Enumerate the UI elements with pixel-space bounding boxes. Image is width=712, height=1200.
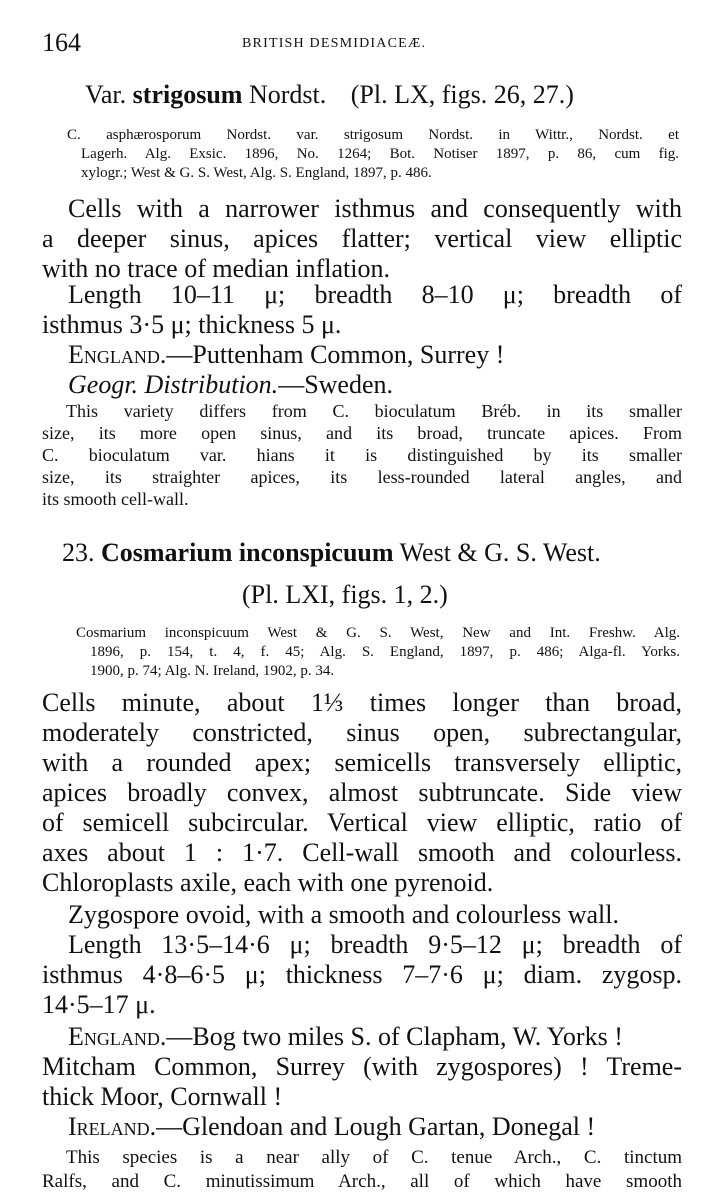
- species-references: [76, 624, 680, 681]
- species-england-localities: [42, 1022, 682, 1112]
- text-line: isthmus 4·8–6·5 μ; thickness 7–7·6 μ; diam. zygosp.: [42, 960, 682, 989]
- species-note: [42, 1146, 682, 1194]
- locality-text: —Puttenham Common, Surrey !: [166, 340, 505, 369]
- text-line: moderately constricted, sinus open, subrectangular,: [42, 718, 682, 747]
- species-name: Cosmarium inconspicuum: [101, 538, 394, 567]
- variety-prefix: Var.: [85, 80, 127, 109]
- variety-name: strigosum: [132, 80, 243, 109]
- running-head: BRITISH DESMIDIACEÆ.: [242, 36, 427, 51]
- text-line: 14·5–17 μ.: [42, 990, 156, 1019]
- page-number: 164: [42, 28, 81, 57]
- variety-measurements: [42, 280, 682, 340]
- note-line: size, its straighter apices, its less-rounded lateral angles, and: [42, 467, 682, 487]
- species-number: 23.: [62, 538, 95, 567]
- text-line: [42, 1022, 682, 1052]
- text-line: Cells minute, about 1⅓ times longer than broad,: [42, 688, 682, 717]
- note-line: This variety differs from C. bioculatum Bréb. in its smaller: [66, 401, 682, 421]
- text-line: Mitcham Common, Surrey (with zygospores) ! Treme-: [42, 1052, 682, 1081]
- species-heading: [62, 538, 601, 568]
- species-zygospore: Zygospore ovoid, with a smooth and colourless wall.: [68, 900, 619, 929]
- variety-heading: [85, 80, 574, 110]
- text-line: with a rounded apex; semicells transversely elliptic,: [42, 748, 682, 777]
- note-line: This species is a near ally of C. tenue Arch., C. tinctum: [66, 1147, 682, 1168]
- note-line: C. bioculatum var. hians it is distinguished by its smaller: [42, 445, 682, 465]
- species-plate: (Pl. LXI, figs. 1, 2.): [242, 580, 448, 609]
- ref-line: xylogr.; West & G. S. West, Alg. S. England, 1897, p. 486.: [81, 165, 432, 181]
- page-header: [42, 28, 682, 64]
- note-line: Ralfs, and C. minutissimum Arch., all of which have smooth: [42, 1171, 682, 1192]
- ref-line: C. asphærosporum Nordst. var. strigosum Nordst. in Wittr., Nordst. et: [67, 127, 679, 143]
- locality-text: —Glendoan and Lough Gartan, Donegal !: [156, 1112, 596, 1141]
- text-line: with no trace of median inflation.: [42, 254, 391, 283]
- variety-description: [42, 194, 682, 284]
- note-line: its smooth cell-wall.: [42, 489, 189, 509]
- text-line: a deeper sinus, apices flatter; vertical view elliptic: [42, 224, 682, 253]
- text-line: axes about 1 : 1·7. Cell-wall smooth and colourless.: [42, 838, 682, 867]
- variety-note: [42, 400, 682, 510]
- ref-line: 1900, p. 74; Alg. N. Ireland, 1902, p. 34.: [90, 663, 335, 679]
- text-line: thick Moor, Cornwall !: [42, 1082, 283, 1111]
- species-description: [42, 688, 682, 898]
- text-line: Length 13·5–14·6 μ; breadth 9·5–12 μ; breadth of: [68, 930, 682, 959]
- variety-england-locality: [68, 340, 504, 370]
- variety-plate: (Pl. LX, figs. 26, 27.): [350, 80, 574, 109]
- book-page: [42, 28, 682, 1192]
- text-line: Cells with a narrower isthmus and consequently with: [68, 194, 682, 223]
- text-line: apices broadly convex, almost subtruncate. Side view: [42, 778, 682, 807]
- variety-author: Nordst.: [248, 80, 327, 109]
- note-line: size, its more open sinus, and its broad, truncate apices. From: [42, 423, 682, 443]
- variety-references: [67, 126, 679, 183]
- locality-label: England.: [68, 340, 167, 369]
- locality-text: —Bog two miles S. of Clapham, W. Yorks !: [166, 1022, 623, 1051]
- species-author: West & G. S. West.: [399, 538, 601, 567]
- ref-line: Lagerh. Alg. Exsic. 1896, No. 1264; Bot. Notiser 1897, p. 86, cum fig.: [81, 146, 679, 162]
- geogr-text: —Sweden.: [278, 370, 394, 399]
- ref-line: 1896, p. 154, t. 4, f. 45; Alg. S. England, 1897, p. 486; Alga-fl. Yorks.: [90, 644, 680, 660]
- species-ireland-locality: [68, 1112, 595, 1142]
- locality-label: Ireland.: [68, 1112, 157, 1141]
- text-line: of semicell subcircular. Vertical view elliptic, ratio of: [42, 808, 682, 837]
- variety-geographic-distribution: [68, 370, 393, 400]
- text-line: isthmus 3·5 μ; thickness 5 μ.: [42, 310, 342, 339]
- text-line: Length 10–11 μ; breadth 8–10 μ; breadth of: [68, 280, 682, 309]
- text-line: Chloroplasts axile, each with one pyrenoid.: [42, 868, 494, 897]
- ref-line: Cosmarium inconspicuum West & G. S. West, New and Int. Freshw. Alg.: [76, 625, 680, 641]
- species-measurements: [42, 930, 682, 1020]
- locality-label: England.: [68, 1022, 167, 1051]
- geogr-label: Geogr. Distribution.: [68, 370, 279, 399]
